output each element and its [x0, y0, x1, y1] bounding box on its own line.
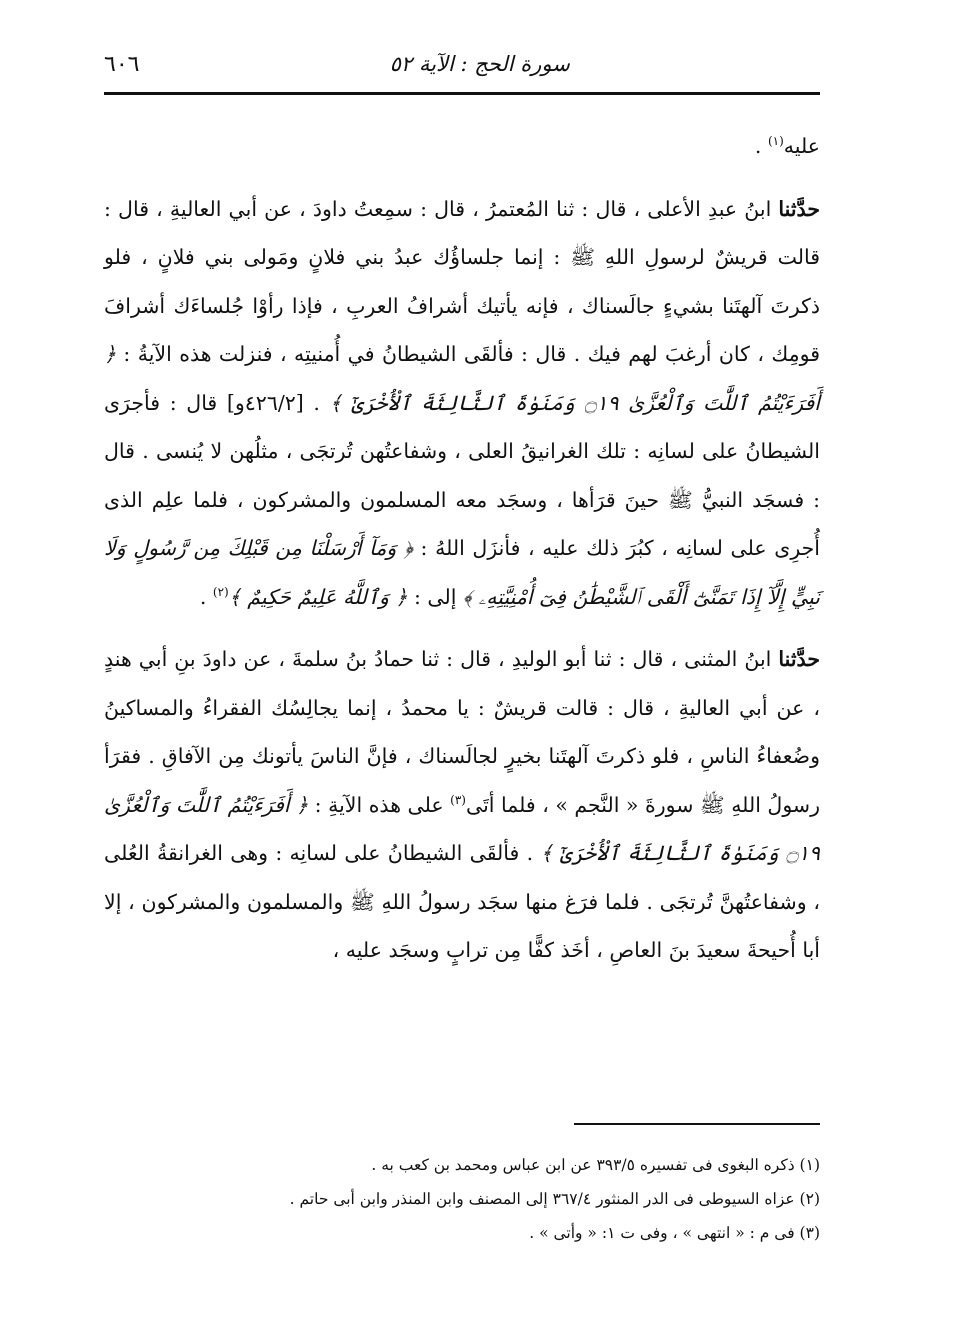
page-number: ٦٠٦	[104, 51, 140, 77]
quran-verse: ﴿ وَمَآ أَرْسَلْنَا مِن قَبْلِكَ مِن رَّسُولٍ وَلَا نَبِيٍّ إِلَّآ إِذَا تَمَنَّىٰٓ أَلْقَى ٱلشَّيْطَٰنُ فِىٓ أُمْنِيَّتِهِۦ ﴾	[104, 536, 820, 609]
footnote-ref: (٣)	[450, 792, 466, 807]
text-segment: على هذه الآيةِ :	[308, 792, 451, 817]
hadith-lead: حدَّثنا	[778, 196, 820, 221]
footnote-1: (١) ذكره البغوى فى تفسيره ٣٩٣/٥ عن ابن عباس ومحمد بن كعب به .	[371, 1156, 820, 1174]
text-segment: . [٤٢٦/٢و] قال : فأجرَى الشيطانُ على لسانِه : تلك الغرانيقُ العلى ، وشفاعتُهن تُرتجَى ، مثلُهن لا يُنسى . قال : فسجَد النبيُّ ﷺ حينَ قرَأها ، وسجَد معه المسلمون والمشركون ، فلما علِم الذى أُجرِى على لسانِه ، كبُرَ ذلك عليه ، فأنزَل اللهُ :	[104, 390, 821, 560]
quran-verse: ﴿ أَفَرَءَيْتُمُ ٱللَّٰتَ وَٱلْعُزَّىٰ ۝١٩ وَمَنَوٰةَ ٱلثَّالِثَةَ ٱلْأُخْرَىٰٓ ﴾	[104, 342, 820, 415]
paragraph-2	[104, 185, 820, 622]
text-segment: ابنُ المثنى ، قال : ثنا أبو الوليدِ ، قال : ثنا حمادُ بنُ سلمةَ ، عن داودَ بنِ أبي هندٍ ، عن أبي العاليةِ ، قال : قالت قريشٌ : يا محمدُ ، إنما يجالِسُك الفقراءُ والمساكينُ وضُعفاءُ الناسِ ، فلو ذكرتَ آلهتَنا بخيرٍ لجالَسناك ، فإنَّ الناسَ يأتونك مِن الآفاقِ . فقرَأ رسولُ اللهِ ﷺ سورةَ « النَّجم » ، فلما أتَى	[104, 647, 820, 817]
running-title: سورة الحج : الآية ٥٢	[389, 52, 570, 76]
header-rule	[104, 92, 820, 95]
text-segment: ابنُ عبدِ الأعلى ، قال : ثنا المُعتمرُ ، قال : سمِعتُ داودَ ، عن أبي العاليةِ ، قال : قالت قريشٌ لرسولِ اللهِ ﷺ : إنما جلساؤُك عبدُ بني فلانٍ ومَولى بني فلانٍ ، فلو ذكرتَ آلهتَنا بشيءٍ جالَسناك ، فإنه يأتيك أشرافُ العربِ ، فإذا رأوْا جُلساءَك أشرافَ قومِك ، كان أرغبَ لهم فيك . قال : فألقَى الشيطانُ في أُمنيتِه ، فنزلت هذه الآيةُ :	[104, 196, 820, 366]
footnote-ref-1: (١)	[767, 134, 784, 149]
paragraph-1-end: .	[754, 134, 768, 158]
quran-verse: ﴿ وَٱللَّهُ عَلِيمٌ حَكِيمٌ ﴾	[228, 584, 408, 609]
footnotes	[104, 1148, 820, 1250]
paragraph-3	[104, 635, 820, 975]
text-segment: . فألقَى الشيطانُ على لسانِه : وهى الغرانقةُ العُلى ، وشفاعتُهنَّ تُرتجَى . فلما فرَغ منها سجَد رسولُ اللهِ ﷺ والمسلمون والمشركون ، إلا أبا أُحيحةَ سعيدَ بنَ العاصِ ، أخَذ كفًّا مِن ترابٍ وسجَد عليه ،	[104, 841, 820, 962]
footnote-3: (٣) فى م : « انتهى » ، وفى ت ١: « وأتى » .	[529, 1224, 820, 1242]
footnote-2: (٢) عزاه السيوطى فى الدر المنثور ٣٦٧/٤ إلى المصنف وابن المنذر وابن أبى حاتم .	[289, 1190, 820, 1208]
text-segment: .	[199, 584, 213, 609]
quran-verse: ﴿ أَفَرَءَيْتُمُ ٱللَّٰتَ وَٱلْعُزَّىٰ ۝١٩ وَمَنَوٰةَ ٱلثَّالِثَةَ ٱلْأُخْرَىٰٓ ﴾	[104, 792, 821, 865]
footnote-ref: (٢)	[212, 584, 229, 599]
main-text	[104, 122, 820, 975]
paragraph-1	[104, 122, 820, 171]
page-header	[104, 40, 820, 88]
footnote-rule	[574, 1123, 820, 1125]
paragraph-1-text: عليه	[783, 134, 820, 158]
hadith-lead: حدَّثنا	[778, 647, 820, 671]
text-segment: إلى :	[407, 584, 463, 609]
